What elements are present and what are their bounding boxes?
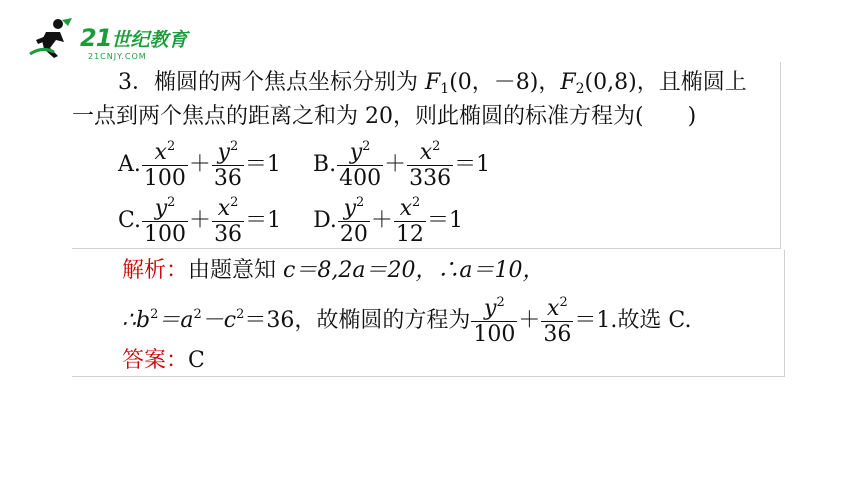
- solution-math: c＝8,2a＝20，∴a＝10，: [283, 258, 545, 283]
- focus2-index: 2: [575, 81, 585, 97]
- solution-b: ∴b: [122, 308, 151, 333]
- denominator: 400: [339, 166, 382, 191]
- focus2-var: F: [560, 70, 576, 95]
- numerator: x: [547, 296, 560, 321]
- plus-sign: ＋: [370, 208, 393, 233]
- equals-one: ＝1: [454, 152, 491, 177]
- fraction: [471, 296, 517, 346]
- numerator: x: [419, 140, 433, 165]
- answer-value: C: [188, 348, 205, 373]
- fraction: [142, 140, 188, 190]
- exponent: 2: [193, 307, 202, 322]
- exponent: 2: [230, 195, 239, 210]
- numerator: y: [349, 140, 363, 165]
- exponent: 2: [236, 307, 245, 322]
- fraction: [394, 196, 426, 246]
- equals-one: ＝1: [426, 208, 463, 233]
- denominator: 36: [543, 322, 572, 347]
- option-d-label: D.: [313, 208, 337, 233]
- question-line-2: 一点到两个焦点的距离之和为 20，则此椭圆的标准方程为( ): [72, 104, 697, 129]
- option-a-label: A.: [118, 152, 141, 177]
- option-b-label: B.: [312, 152, 337, 177]
- fraction: [407, 140, 453, 190]
- numerator: y: [154, 196, 168, 221]
- logo-brand: [80, 24, 187, 52]
- solution-c-term: －c: [201, 308, 237, 333]
- denominator: 100: [143, 166, 186, 191]
- denominator: 12: [395, 222, 424, 247]
- option-c[interactable]: [118, 196, 281, 246]
- denominator: 336: [409, 166, 452, 191]
- option-a[interactable]: [118, 140, 281, 190]
- fraction: [142, 196, 188, 246]
- question-line-1: [118, 68, 747, 104]
- focus1-var: F: [425, 70, 441, 95]
- plus-sign: ＋: [189, 208, 212, 233]
- exponent: 2: [432, 139, 441, 154]
- fraction: [541, 296, 573, 346]
- answer-line: [122, 346, 205, 376]
- answer-label: 答案：: [122, 348, 189, 373]
- denominator: 36: [214, 222, 243, 247]
- numerator: x: [154, 140, 167, 165]
- denominator: 20: [339, 222, 368, 247]
- numerator: x: [399, 196, 412, 221]
- logo-brand-chinese: 世纪教育: [111, 29, 188, 51]
- runner-icon: [28, 16, 76, 62]
- fraction: [212, 196, 244, 246]
- fraction: [338, 196, 370, 246]
- numerator: y: [484, 296, 497, 321]
- equals-one: ＝1: [244, 152, 281, 177]
- exponent: 2: [166, 139, 176, 154]
- solution-text: 由题意知: [188, 258, 284, 283]
- denominator: 100: [473, 322, 516, 347]
- exponent: 2: [362, 139, 371, 154]
- denominator: 36: [213, 166, 242, 191]
- solution-label: 解析：: [122, 258, 189, 283]
- plus-sign: ＋: [518, 308, 541, 333]
- logo-subtitle: 21CNJY.COM: [88, 52, 147, 61]
- option-c-label: C.: [118, 208, 142, 233]
- exponent: 2: [559, 295, 568, 310]
- option-b[interactable]: [313, 140, 490, 190]
- site-logo: [28, 14, 208, 64]
- options-row-2: [118, 196, 463, 246]
- plus-sign: ＋: [384, 152, 407, 177]
- solution-middle-text: ＝36，故椭圆的方程为: [244, 308, 471, 333]
- numerator: x: [217, 196, 231, 221]
- focus1-index: 1: [440, 81, 450, 97]
- equals-one: ＝1: [245, 208, 282, 233]
- solution-line-2: [122, 290, 691, 346]
- numerator: y: [217, 140, 230, 165]
- solution-line-1: [122, 256, 545, 286]
- options-row-1: [118, 140, 490, 190]
- fraction: [212, 140, 244, 190]
- exponent: 2: [356, 195, 365, 210]
- solution-conclusion: ＝1.故选 C.: [574, 308, 692, 333]
- fraction: [337, 140, 383, 190]
- logo-brand-number: 21: [80, 24, 112, 52]
- option-d[interactable]: [313, 196, 463, 246]
- exponent: 2: [167, 195, 176, 210]
- focus1-coord: (0，－8)，: [449, 70, 561, 95]
- numerator: y: [343, 196, 356, 221]
- solution-a-term: ＝a: [158, 308, 194, 333]
- exponent: 2: [496, 295, 505, 310]
- exponent: 2: [229, 139, 239, 154]
- focus2-coord: (0,8)，且椭圆上: [584, 70, 747, 95]
- exponent: 2: [412, 195, 421, 210]
- plus-sign: ＋: [188, 152, 211, 177]
- denominator: 100: [144, 222, 187, 247]
- exponent: 2: [150, 307, 159, 322]
- question-prefix: 3．椭圆的两个焦点坐标分别为: [118, 70, 425, 95]
